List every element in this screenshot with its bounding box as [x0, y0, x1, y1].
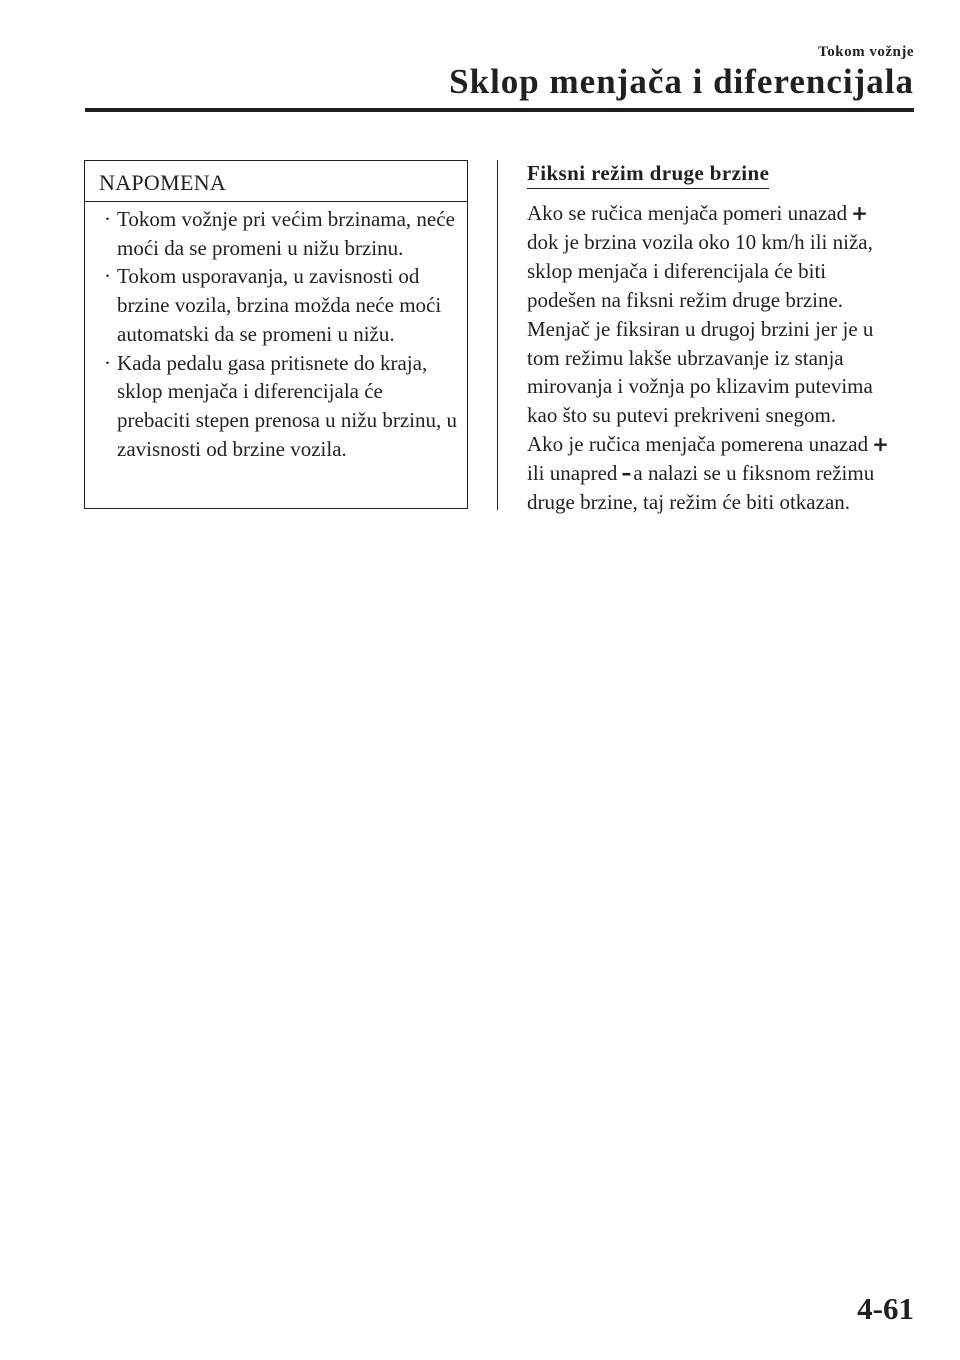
page-number: 4-61 — [857, 1291, 914, 1326]
body-line: podešen na fiksni režim druge brzine. — [527, 287, 844, 312]
column-divider — [497, 160, 498, 510]
note-box — [84, 160, 468, 509]
body-text-run: Ako je ručica menjača pomerena unazad — [527, 432, 869, 457]
note-separator — [85, 201, 467, 202]
header-title: Sklop menjača i diferencijala — [449, 62, 914, 101]
header-rule — [85, 108, 914, 112]
body-line: druge brzine, taj režim će biti otkazan. — [527, 490, 851, 515]
bullet-dot-icon: · — [104, 207, 111, 231]
plus-icon: + — [851, 201, 868, 225]
note-item — [85, 205, 467, 262]
body-text-run: a nalazi se u fiksnom režimu — [633, 461, 875, 486]
note-item — [85, 262, 467, 348]
body-line: sklop menjača i diferencijala će biti — [527, 258, 827, 283]
note-item-text: Tokom vožnje pri većim brzinama, neće moći da se promeni u nižu brzinu. — [117, 207, 455, 260]
body-line: mirovanja i vožnja po klizavim putevima — [527, 374, 873, 399]
body-line: kao što su putevi prekriveni snegom. — [527, 403, 837, 428]
body-text-run: Ako se ručica menjača pomeri unazad — [527, 201, 848, 225]
note-item-text: Tokom usporavanja, u zavisnosti od brzine vozila, brzina možda neće moći automatski da se promeni u nižu. — [117, 264, 442, 346]
body-line: tom režimu lakše ubrzavanje iz stanja — [527, 345, 844, 370]
bullet-dot-icon: · — [104, 350, 111, 375]
section-heading: Fiksni režim druge brzine — [527, 160, 769, 189]
minus-icon: – — [621, 461, 632, 486]
body-line — [527, 459, 922, 488]
note-title: NAPOMENA — [99, 170, 227, 195]
body-line: Menjač je fiksiran u drugoj brzini jer je u — [527, 316, 874, 341]
body-line — [527, 430, 922, 459]
note-list — [85, 205, 467, 463]
body-text-run: ili unapred — [527, 461, 618, 486]
bullet-dot-icon: · — [104, 264, 111, 289]
plus-icon: + — [872, 432, 889, 457]
note-item — [85, 349, 467, 464]
body-line — [527, 199, 922, 228]
header-section-name: Tokom vožnje — [818, 44, 914, 60]
body-line: dok je brzina vozila oko 10 km/h ili niža, — [527, 229, 873, 254]
note-item-text: Kada pedalu gasa pritisnete do kraja, sklop menjača i diferencijala će prebaciti stepen prenosa u nižu brzinu, u zavisnosti od brzine vozila. — [117, 350, 457, 461]
section-body — [527, 199, 922, 517]
